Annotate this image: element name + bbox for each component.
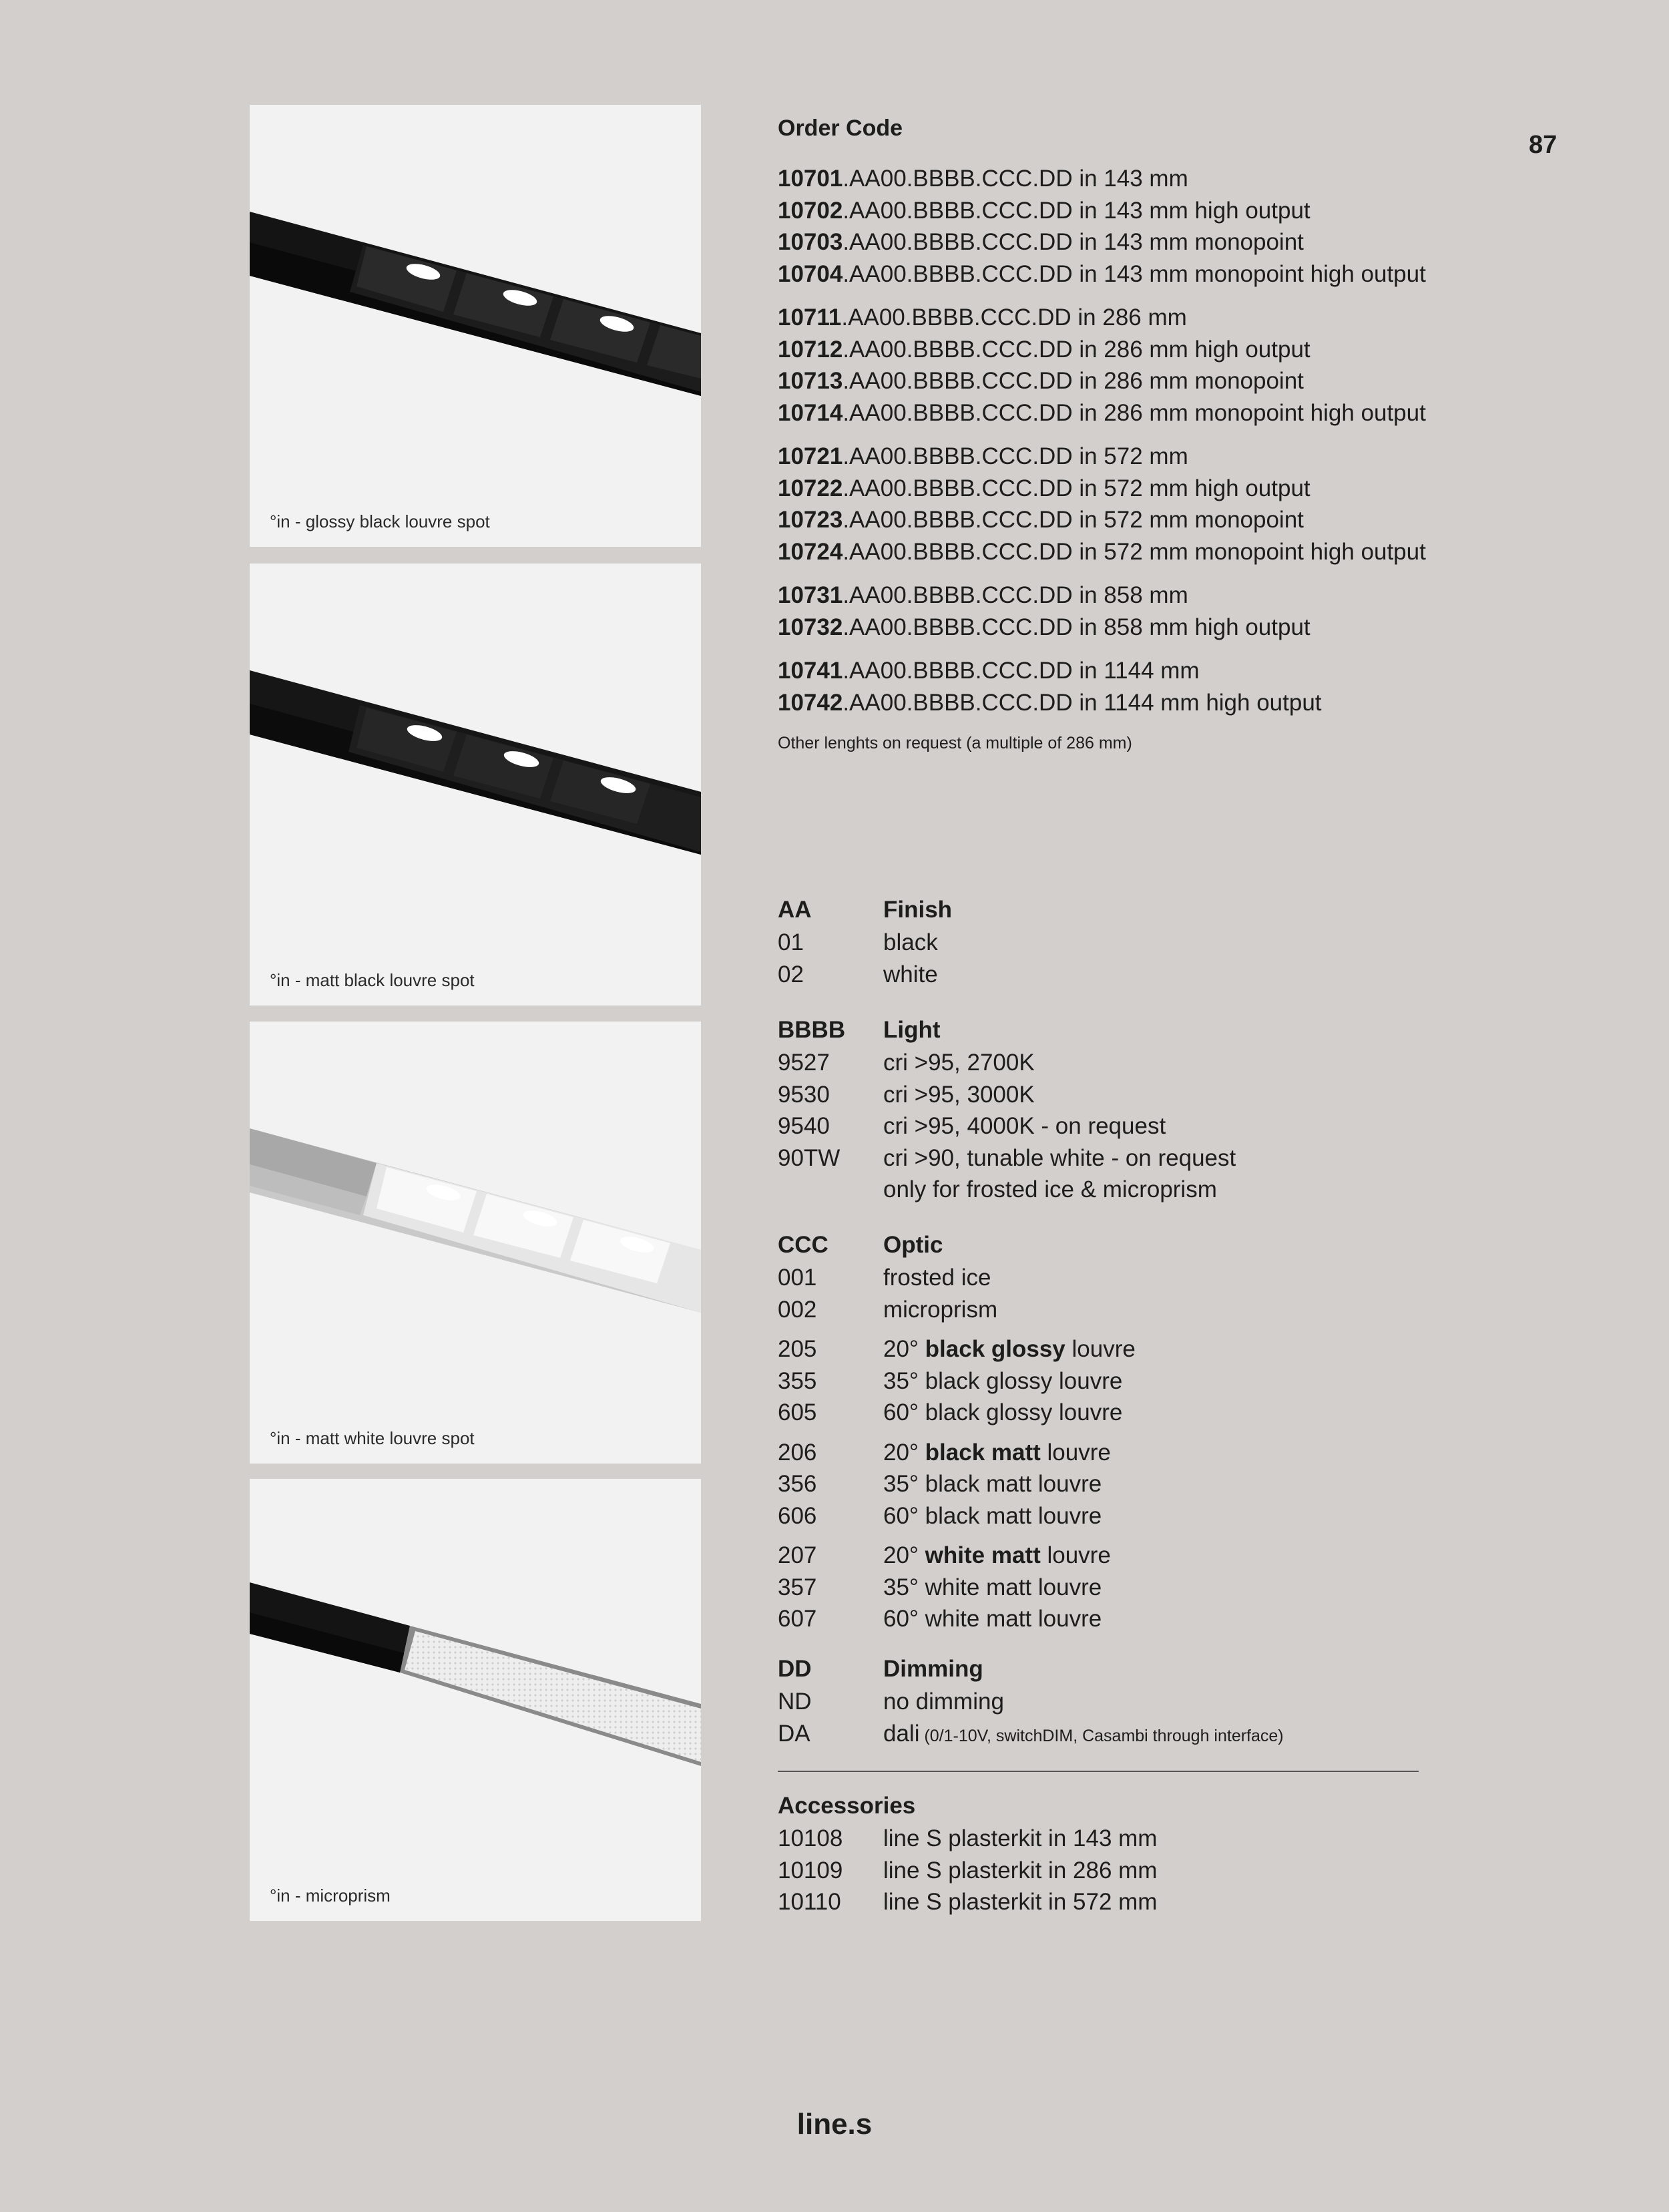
accessory-row: 10110 line S plasterkit in 572 mm [778, 1889, 1158, 1915]
order-code-line: 10712.AA00.BBBB.CCC.DD in 286 mm high output [778, 336, 1310, 363]
optic-row: 207 20° white matt louvre [778, 1542, 1111, 1568]
order-code-line: 10722.AA00.BBBB.CCC.DD in 572 mm high output [778, 475, 1310, 501]
order-code-line: 10701.AA00.BBBB.CCC.DD in 143 mm [778, 166, 1188, 192]
photo-caption: °in - microprism [270, 1886, 391, 1906]
dimming-row: ND no dimming [778, 1689, 1004, 1715]
order-code-line: 10703.AA00.BBBB.CCC.DD in 143 mm monopoint [778, 229, 1304, 255]
code-group-286 [778, 302, 1525, 429]
order-code-line: 10721.AA00.BBBB.CCC.DD in 572 mm [778, 443, 1188, 469]
product-photo-matt-black [250, 564, 701, 1006]
footer-product-name: line.s [796, 2108, 873, 2141]
linear-luminaire-matt-black-image [250, 564, 701, 1006]
product-photo-microprism [250, 1479, 701, 1921]
order-code-line: 10732.AA00.BBBB.CCC.DD in 858 mm high output [778, 614, 1310, 640]
optic-row: 605 60° black glossy louvre [778, 1399, 1123, 1425]
light-header: BBBB Light [778, 1017, 941, 1043]
optic-row: 357 35° white matt louvre [778, 1574, 1102, 1600]
light-row: 9530 cri >95, 3000K [778, 1081, 1035, 1108]
linear-luminaire-glossy-black-image [250, 105, 701, 547]
product-photo-glossy-black [250, 105, 701, 547]
photo-caption: °in - glossy black louvre spot [270, 511, 490, 531]
order-code-line: 10742.AA00.BBBB.CCC.DD in 1144 mm high output [778, 689, 1322, 716]
accessory-row: 10108 line S plasterkit in 143 mm [778, 1825, 1158, 1851]
order-code-line: 10723.AA00.BBBB.CCC.DD in 572 mm monopoint [778, 507, 1304, 533]
lengths-note: Other lenghts on request (a multiple of 286 mm) [778, 734, 1132, 752]
order-code-section [778, 114, 1525, 754]
optic-row: 607 60° white matt louvre [778, 1606, 1102, 1632]
order-code-line: 10713.AA00.BBBB.CCC.DD in 286 mm monopoint [778, 368, 1304, 394]
product-photo-matt-white [250, 1022, 701, 1464]
order-code-line: 10711.AA00.BBBB.CCC.DD in 286 mm [778, 304, 1187, 330]
order-code-line: 10714.AA00.BBBB.CCC.DD in 286 mm monopoint high output [778, 399, 1426, 426]
order-code-line: 10724.AA00.BBBB.CCC.DD in 572 mm monopoint high output [778, 538, 1426, 565]
dimming-row: DA dali (0/1-10V, switchDIM, Casambi through interface) [778, 1720, 1284, 1747]
light-row: only for frosted ice & microprism [883, 1176, 1217, 1202]
optic-row: 001 frosted ice [778, 1265, 991, 1291]
optic-row: 206 20° black matt louvre [778, 1439, 1111, 1466]
linear-luminaire-matt-white-image [250, 1022, 701, 1464]
photo-caption: °in - matt black louvre spot [270, 970, 475, 990]
light-row: 9527 cri >95, 2700K [778, 1050, 1035, 1076]
code-group-572 [778, 441, 1525, 568]
section-divider [778, 1771, 1419, 1772]
dimming-section [778, 1652, 1512, 1752]
order-code-line: 10702.AA00.BBBB.CCC.DD in 143 mm high output [778, 197, 1310, 224]
optic-row: 356 35° black matt louvre [778, 1471, 1102, 1497]
light-section [778, 1014, 1512, 1206]
linear-luminaire-microprism-image [250, 1479, 701, 1921]
finish-section [778, 893, 1512, 990]
optic-row: 002 microprism [778, 1296, 998, 1323]
finish-row: 02 white [778, 961, 938, 987]
optic-header: CCC Optic [778, 1232, 943, 1258]
optic-row: 606 60° black matt louvre [778, 1502, 1102, 1529]
light-row: 90TW cri >90, tunable white - on request [778, 1144, 1236, 1171]
code-group-1144 [778, 655, 1525, 718]
dimming-header: DD Dimming [778, 1656, 983, 1682]
code-group-143 [778, 163, 1525, 290]
finish-row: 01 black [778, 929, 938, 955]
photo-caption: °in - matt white louvre spot [270, 1428, 475, 1448]
order-code-line: 10704.AA00.BBBB.CCC.DD in 143 mm monopoint high output [778, 260, 1426, 287]
finish-header: AA Finish [778, 897, 953, 923]
optic-row: 205 20° black glossy louvre [778, 1336, 1136, 1362]
order-code-heading: Order Code [778, 116, 903, 141]
code-group-858 [778, 580, 1525, 643]
accessory-row: 10109 line S plasterkit in 286 mm [778, 1857, 1158, 1884]
order-code-line: 10741.AA00.BBBB.CCC.DD in 1144 mm [778, 658, 1200, 684]
optic-row: 355 35° black glossy louvre [778, 1367, 1123, 1394]
accessories-header: Accessories [778, 1793, 916, 1819]
accessories-section [778, 1789, 1512, 1918]
optic-section [778, 1229, 1512, 1635]
order-code-line: 10731.AA00.BBBB.CCC.DD in 858 mm [778, 582, 1188, 608]
page-number: 87 [1529, 131, 1558, 159]
light-row: 9540 cri >95, 4000K - on request [778, 1113, 1166, 1139]
